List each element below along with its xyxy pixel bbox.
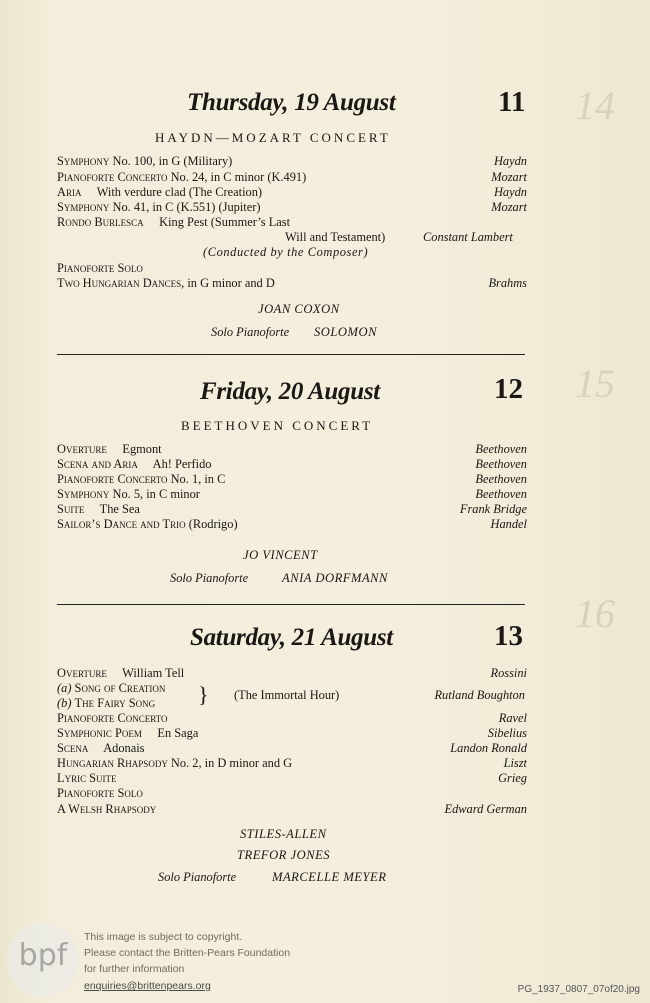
work-type: Sailor’s Dance and Trio	[57, 517, 186, 531]
programme-item	[57, 711, 527, 726]
programme-item	[57, 170, 527, 185]
section-divider	[57, 354, 525, 355]
work-type: Suite	[57, 502, 85, 516]
work-title-continuation: Will and Testament)	[285, 230, 386, 244]
work-title: , in G minor and D	[181, 276, 275, 290]
work-title: (Rodrigo)	[185, 517, 238, 531]
composer: Liszt	[503, 756, 527, 770]
work-type: A Welsh Rhapsody	[57, 802, 157, 816]
brace-mark: }	[198, 682, 209, 707]
programme-item	[57, 517, 527, 532]
composer: Beethoven	[475, 442, 527, 456]
work-type: Overture	[57, 442, 107, 456]
programme-item	[57, 756, 527, 771]
paired-item	[57, 696, 155, 711]
programme-item	[57, 154, 527, 169]
programme-item	[57, 472, 527, 487]
work-title: No. 5, in C minor	[109, 487, 200, 501]
soloist-label: Solo Pianoforte	[158, 870, 237, 884]
work-title: (The Immortal Hour)	[234, 688, 340, 702]
logo-text: bpf	[18, 938, 68, 973]
programme-item	[57, 771, 527, 786]
copyright-line: Please contact the Britten-Pears Foundation	[84, 947, 291, 959]
composer: Beethoven	[475, 457, 527, 471]
composer: Landon Ronald	[450, 741, 527, 755]
composer: Handel	[490, 517, 527, 531]
work-title: King Pest (Summer’s Last	[143, 215, 291, 229]
composer: Frank Bridge	[459, 502, 527, 516]
concert-number: 11	[498, 86, 526, 118]
programme-item	[57, 200, 527, 215]
programme-item	[57, 666, 527, 681]
soloist-name: MARCELLE MEYER	[272, 870, 387, 884]
work-title: No. 1, in C	[167, 472, 226, 486]
soloist-name: SOLOMON	[314, 325, 377, 339]
soloist-name: ANIA DORFMANN	[282, 571, 388, 585]
copyright-line: for further information	[84, 963, 185, 975]
concert-date: Thursday, 19 August	[187, 89, 396, 116]
programme-item	[57, 215, 527, 230]
composer: Beethoven	[475, 487, 527, 501]
work-type: Rondo Burlesca	[57, 215, 144, 229]
work-title: William Tell	[106, 666, 185, 680]
programme-item	[57, 786, 527, 801]
concert-date: Saturday, 21 August	[190, 624, 393, 651]
image-filename: PG_1937_0807_07of20.jpg	[517, 984, 640, 995]
programme-item	[57, 261, 527, 276]
contact-email-link[interactable]: enquiries@brittenpears.org	[84, 980, 211, 992]
work-type: Scena	[57, 741, 89, 755]
work-type: Pianoforte Concerto	[57, 711, 168, 725]
copyright-line: This image is subject to copyright.	[84, 931, 243, 943]
composer: Rossini	[490, 666, 527, 680]
conductor-note: (Conducted by the Composer)	[203, 245, 369, 259]
paired-item	[57, 681, 165, 696]
work-type: Song of Creation	[74, 681, 166, 695]
item-prefix: (a)	[57, 681, 75, 695]
concert-number: 13	[494, 620, 523, 652]
composer: Edward German	[444, 802, 527, 816]
work-title: With verdure clad (The Creation)	[81, 185, 263, 199]
composer: Grieg	[498, 771, 527, 785]
work-type: Scena and Aria	[57, 457, 138, 471]
programme-item	[57, 726, 527, 741]
work-title: Adonais	[88, 741, 145, 755]
work-type: Hungarian Rhapsody	[57, 756, 168, 770]
programme-item	[57, 802, 527, 817]
performer-name: STILES-ALLEN	[240, 827, 327, 841]
composer: Brahms	[488, 276, 527, 290]
concert-title: BEETHOVEN CONCERT	[181, 418, 374, 433]
work-type: The Fairy Song	[74, 696, 156, 710]
composer: Rutland Boughton	[434, 688, 525, 702]
soloist-label: Solo Pianoforte	[170, 571, 249, 585]
performer-name: JO VINCENT	[243, 548, 318, 562]
item-prefix: (b)	[57, 696, 75, 710]
work-type: Pianoforte Concerto	[57, 170, 168, 184]
composer: Sibelius	[487, 726, 527, 740]
work-type: Overture	[57, 666, 107, 680]
work-title: Egmont	[106, 442, 162, 456]
work-title: Ah! Perfido	[137, 457, 212, 471]
performer-name: JOAN COXON	[258, 302, 340, 316]
work-type: Pianoforte Concerto	[57, 472, 168, 486]
programme-item	[57, 502, 527, 517]
section-divider	[57, 604, 525, 605]
show-through-mark: 16	[575, 591, 615, 636]
work-title: The Sea	[84, 502, 140, 516]
composer: Ravel	[498, 711, 527, 725]
work-type: Symphony	[57, 200, 110, 214]
programme-item	[57, 487, 527, 502]
composer: Mozart	[491, 200, 527, 214]
work-type: Pianoforte Solo	[57, 261, 143, 275]
work-title: No. 41, in C (K.551) (Jupiter)	[109, 200, 261, 214]
work-type: Pianoforte Solo	[57, 786, 143, 800]
work-type: Lyric Suite	[57, 771, 117, 785]
work-title: No. 100, in G (Military)	[109, 154, 233, 168]
work-type: Symphony	[57, 487, 110, 501]
foundation-logo	[7, 924, 79, 996]
concert-title: HAYDN—MOZART CONCERT	[155, 130, 391, 145]
work-title: No. 2, in D minor and G	[167, 756, 293, 770]
programme-item	[57, 741, 527, 756]
work-type: Symphonic Poem	[57, 726, 142, 740]
work-type: Two Hungarian Dances	[57, 276, 182, 290]
show-through-mark: 14	[575, 83, 615, 128]
work-type: Aria	[57, 185, 82, 199]
soloist-label: Solo Pianoforte	[211, 325, 290, 339]
concert-number: 12	[494, 373, 523, 405]
performer-name: TREFOR JONES	[237, 848, 331, 862]
programme-item	[57, 442, 527, 457]
composer: Mozart	[491, 170, 527, 184]
composer: Haydn	[493, 154, 527, 168]
composer: Haydn	[493, 185, 527, 199]
concert-date: Friday, 20 August	[200, 378, 380, 405]
work-type: Symphony	[57, 154, 110, 168]
composer: Beethoven	[475, 472, 527, 486]
programme-item	[57, 185, 527, 200]
composer: Constant Lambert	[423, 230, 513, 244]
programme-item	[57, 276, 527, 291]
programme-item	[57, 457, 527, 472]
work-title: En Saga	[141, 726, 199, 740]
work-title: No. 24, in C minor (K.491)	[167, 170, 307, 184]
show-through-mark: 15	[575, 361, 615, 406]
